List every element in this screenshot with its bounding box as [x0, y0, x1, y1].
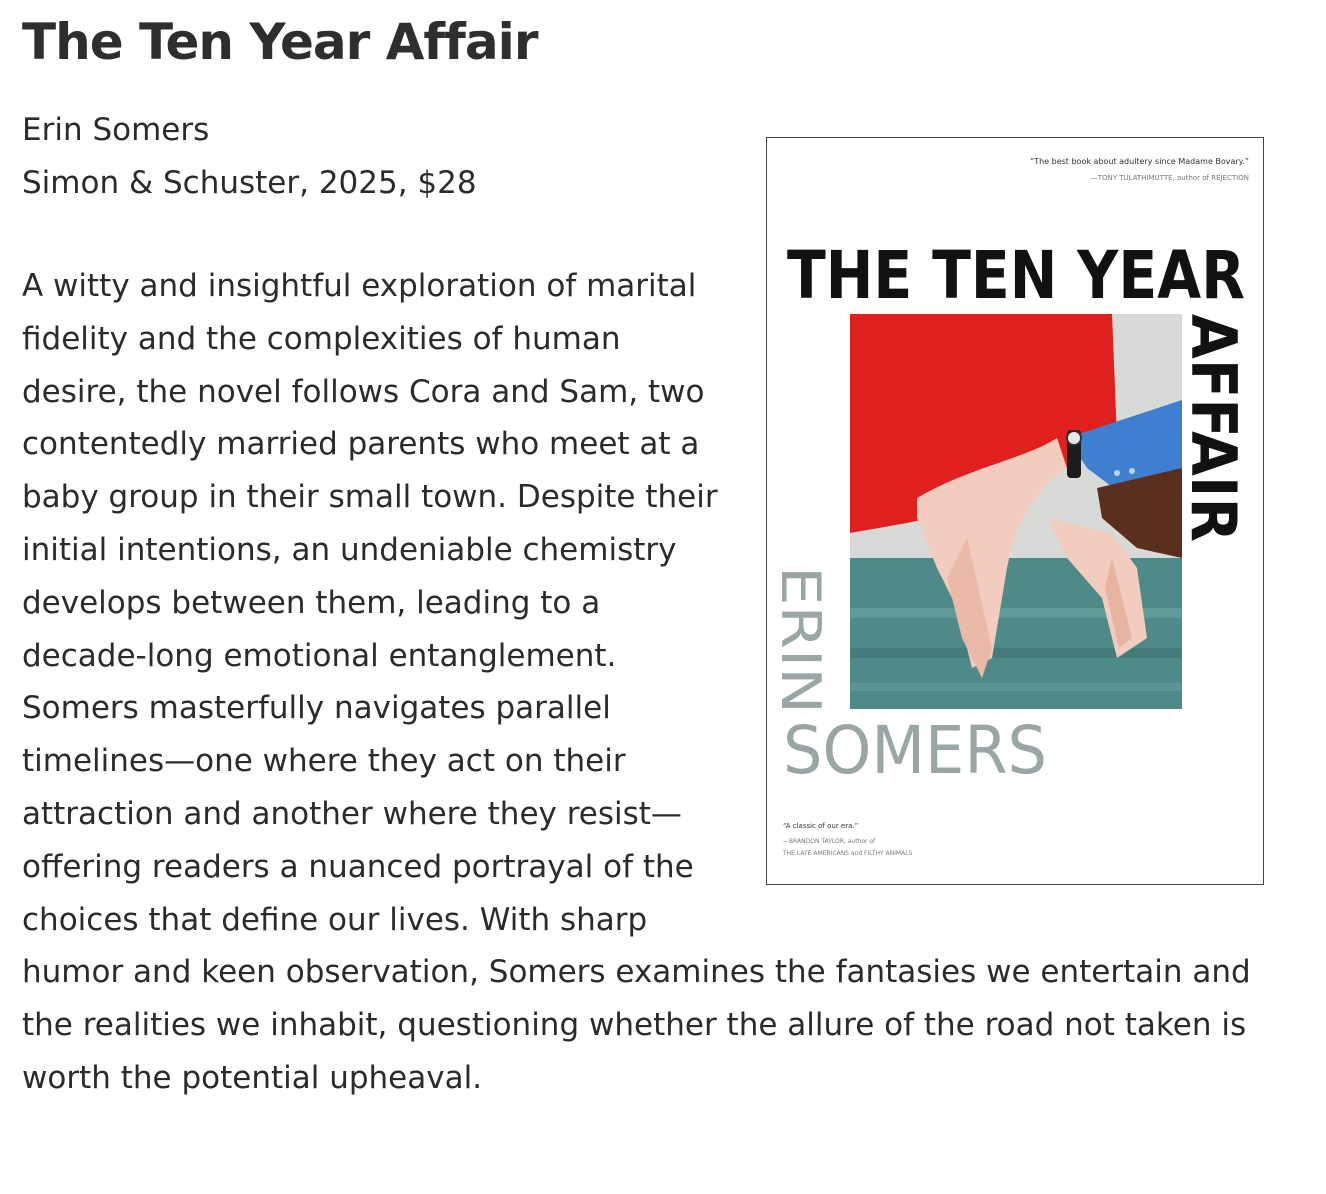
- cover-author-last: SOMERS: [783, 712, 1047, 789]
- cover-bottom-blurb-books: THE LATE AMERICANS and FILTHY ANIMALS: [783, 850, 913, 857]
- cover-bottom-blurb-attribution: —BRANDON TAYLOR, author of: [783, 838, 876, 845]
- review-text: A witty and insightful exploration of marital fidelity and the complexities of human desire, the novel follows Cora and Sam, two contentedly married parents who meet at a baby group in their small town. Despite their initial intentions, an undeniable chemistry develops between them, leading to a decade-long emotional entanglement. Somers masterfully navigates parallel timelines—one where they act on their attraction and another where they resist—offering readers a nuanced portrayal of the choices that define our lives. With sharp humor and keen observation, Somers examines the fantasies we entertain and the realities we inhabit, questioning whether the allure of the road not taken is worth the potential upheaval.: [22, 268, 1251, 1096]
- book-meta: [22, 104, 477, 210]
- cover-author-first: ERIN: [769, 566, 832, 694]
- cover-top-blurb-attribution: —TONY TULATHIMUTTE, author of REJECTION: [1090, 174, 1249, 182]
- cover-photo: [850, 314, 1182, 709]
- author-name: Erin Somers: [22, 112, 210, 148]
- cover-title-line2: AFFAIR: [1177, 314, 1250, 559]
- book-cover-image: [766, 137, 1264, 885]
- publication-info: Simon & Schuster, 2025, $28: [22, 165, 477, 201]
- cover-top-blurb: “The best book about adultery since Madame Bovary.”: [1030, 157, 1249, 166]
- cover-title-line1: THE TEN YEAR: [787, 237, 1245, 314]
- cover-bottom-blurb: “A classic of our era.”: [783, 822, 859, 830]
- book-title: The Ten Year Affair: [22, 13, 538, 71]
